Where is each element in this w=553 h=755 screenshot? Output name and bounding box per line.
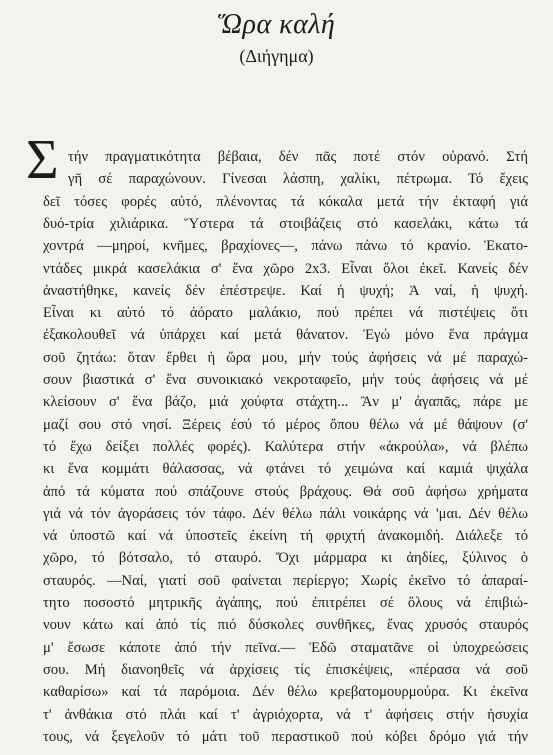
drop-cap-letter: Σ: [26, 129, 59, 191]
text-line: χοντρά —μηροί, κνῆμες, βραχίονες—, πάνω πάνω τό κρανίο. Ἑκατο-: [43, 238, 528, 255]
text-line: Εἶναι κι αὐτό τό ἀόρατο μαλάκιο, πού πρέπει νά πιστέψεις ὅτι: [43, 305, 528, 322]
text-line: γιά νά τόν ἀγοράσεις τόν τάφο. Δέν θέλω πάλι νοικάρης νά 'μαι. Δέν θέλω: [43, 505, 528, 522]
text-line: ἐξακολουθεῖ νά ὑπάρχει καί μετά θάνατον. Ἐγώ μόνο ἕνα πράγμα: [43, 327, 528, 344]
text-line: νά ὑποστῶ καί νά ὑποστεῖς ἐκείνη τή φριχτή ἀνακομιδή. Διάλεξε τό: [43, 528, 528, 545]
text-line: δυό-τρία χιλιάρικα. Ὕστερα τά στοιβάζεις στό κασελάκι, κάτω τά: [43, 215, 528, 232]
text-line: μ' ἔσωσε κάποτε ἀπό τήν πεῖνα.— Ἐδῶ σταματᾶνε οἱ ὑποχρεώσεις: [43, 639, 528, 656]
text-line: τους, νά ξεγελοῦν τό μάτι τοῦ περαστικοῦ πού κόβει δρόμο γιά τήν: [43, 728, 528, 745]
story-title: Ὥρα καλή: [217, 9, 336, 40]
text-line: τήν πραγματικότητα βέβαια, δέν πᾶς ποτέ στόν οὐρανό. Στή: [68, 149, 528, 165]
text-line: καθαρίσω» καί τά παρόμοια. Δέν θέλω κρεβατομουρμούρα. Κι ἐκεῖνα: [43, 684, 528, 701]
text-line: τ' ἀνθάκια στό πλάι καί τ' ἀγριόχορτα, νά τ' ἀφήσεις στήν ἡσυχία: [43, 706, 528, 723]
text-line: τητο ποσοστό μητρικῆς ἀγάπης, πού ἐπιτρέπει σέ ὅλους νά ἐπιβιώ-: [43, 595, 528, 611]
text-line: σοῦ ζητάω: ὅταν ἔρθει ἡ ὥρα μου, μήν τούς ἀφήσεις νά μέ παραχώ-: [43, 349, 528, 366]
text-line: κλείσουν σ' ἕνα βάζο, μιά χούφτα στάχτη... Ἂν μ' ἀγαπᾶς, πάρε με: [43, 394, 528, 411]
text-line: γῆ σέ παραχώνουν. Γίνεσαι λάσπη, χαλίκι, πέτρωμα. Τό ἔχεις: [68, 171, 528, 188]
text-line: ντάδες μικρά κασελάκια σ' ἕνα χῶρο 2x3. Εἶναι ὅλοι ἐκεῖ. Κανείς δέν: [43, 260, 528, 277]
story-subtitle: (Διήγημα): [239, 46, 314, 66]
text-line: σουν βιαστικά σ' ἕνα συνοικιακό νεκροταφεῖο, μήν τούς ἀφήσεις νά μέ: [43, 372, 528, 388]
text-line: μαζί σου στό νησί. Ξέρεις ἐσύ τό μέρος ὅπου θέλω νά μέ θάψουν (σ': [43, 416, 528, 433]
text-line: ἀπό τά κύματα πού σπάζουνε στούς βράχους. Θά σοῦ ἀφήσω χρήματα: [43, 483, 528, 500]
text-line: δεῖ τόσες φορές αὐτό, πλένοντας τά κόκαλα μετά τήν ἐκταφή γιά: [43, 193, 528, 210]
text-line: σου. Μή διανοηθεῖς νά ἀρχίσεις τίς ἐπισκέψεις, «πέρασα νά σοῦ: [43, 661, 528, 678]
text-line: σταυρός. —Ναί, γιατί σοῦ φαίνεται περίεργο; Χωρίς ἐκεῖνο τό ἀπαραί-: [43, 572, 528, 589]
text-line: τό ἔχω δείξει πολλές φορές). Καλύτερα στήν «ἀκρούλα», νά βλέπω: [43, 438, 528, 455]
text-line: ἀναστήθηκε, κανείς δέν ἐπέστρεψε. Καί ἡ ψυχή; Ἀ ναί, ἡ ψυχή.: [43, 282, 528, 299]
text-line: νουν κάτω καί ἀπό τίς πιό δύσκολες συνθῆκες, ἕνας χρυσός σταυρός: [43, 617, 528, 634]
text-line: χῶρο, τό βότσαλο, τό σταυρό. Ὄχι μάρμαρα κι ἀηδίες, ξύλινος ὁ: [43, 550, 528, 567]
text-line: κι ἕνα κομμάτι θάλασσας, νά φτάνει τό χειμώνα καί καμιά ψιχάλα: [43, 461, 528, 478]
